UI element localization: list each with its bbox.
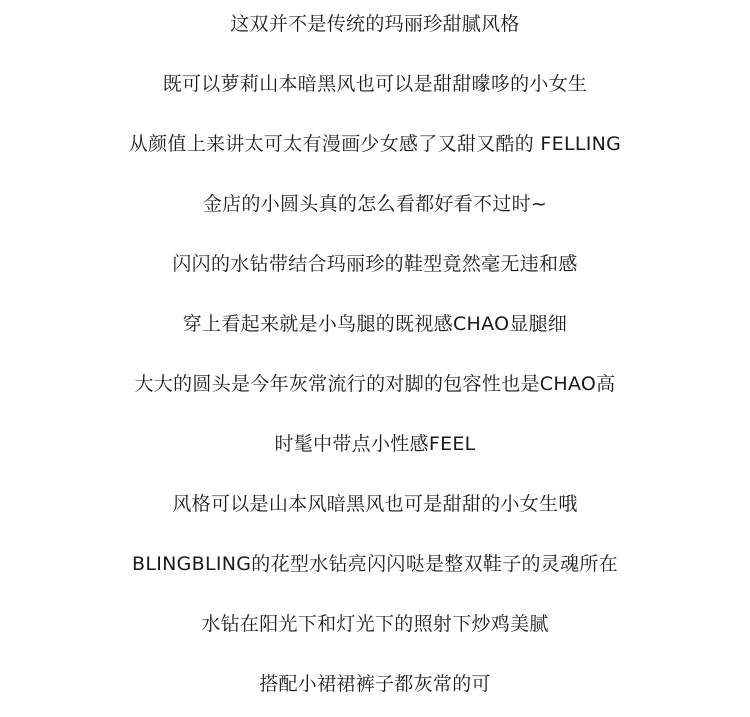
text-line-2: 既可以萝莉山本暗黑风也可以是甜甜曚哆的小女生 [162, 73, 588, 95]
text-line-12: 搭配小裙裙裤子都灰常的可 [259, 673, 491, 695]
text-line-5: 闪闪的水钻带结合玛丽珍的鞋型竟然毫无违和感 [172, 253, 578, 275]
text-line-3: 从颜值上来讲太可太有漫画少女感了又甜又酷的 FELLING [128, 133, 622, 155]
text-line-11: 水钻在阳光下和灯光下的照射下炒鸡美腻 [201, 613, 549, 635]
text-line-9: 风格可以是山本风暗黑风也可是甜甜的小女生哦 [172, 493, 578, 515]
text-line-6: 穿上看起来就是小鸟腿的既视感CHAO显腿细 [182, 313, 568, 335]
text-line-1: 这双并不是传统的玛丽珍甜腻风格 [230, 13, 520, 35]
text-line-10: BLINGBLING的花型水钻亮闪闪哒是整双鞋子的灵魂所在 [131, 553, 619, 575]
text-line-8: 时髦中带点小性感FEEL [274, 433, 476, 455]
text-line-7: 大大的圆头是今年灰常流行的对脚的包容性也是CHAO高 [134, 373, 616, 395]
text-line-4: 金店的小圆头真的怎么看都好看不过时~ [202, 193, 548, 215]
